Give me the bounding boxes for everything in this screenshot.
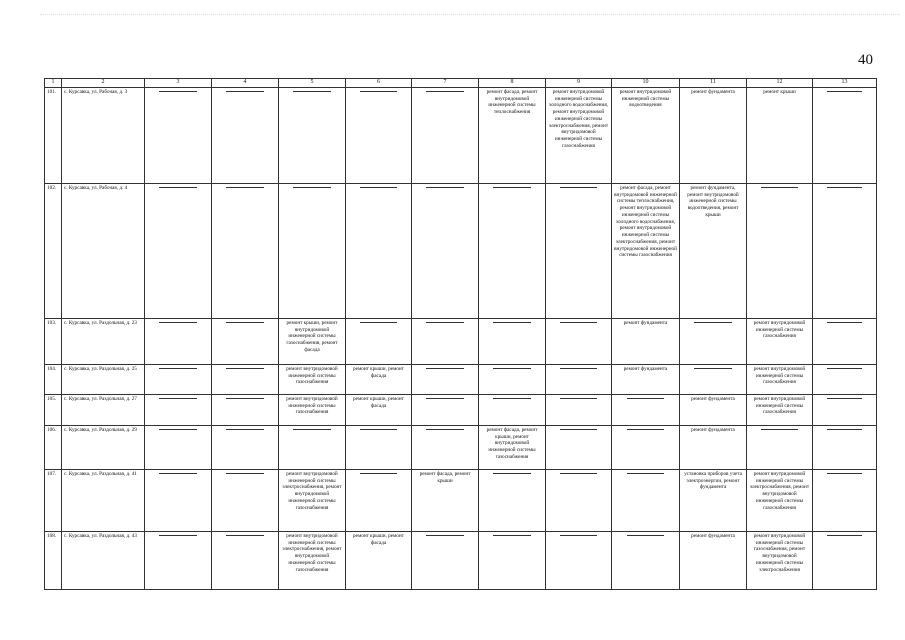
empty-dash-cell xyxy=(346,87,412,183)
empty-dash-cell xyxy=(145,87,212,183)
dash-mark xyxy=(560,322,597,323)
empty-dash-cell xyxy=(279,183,346,318)
empty-dash-cell xyxy=(279,425,346,469)
column-number-header: 13 xyxy=(813,79,877,88)
empty-dash-cell xyxy=(346,425,412,469)
empty-dash-cell xyxy=(412,87,479,183)
dash-mark xyxy=(293,187,330,188)
empty-dash-cell xyxy=(612,469,680,531)
dash-mark xyxy=(426,91,463,92)
table-row xyxy=(45,183,877,318)
work-type-cell: ремонт внутридомовой инженерной системы газоснабжения xyxy=(747,394,813,425)
column-number-header: 10 xyxy=(612,79,680,88)
dash-mark xyxy=(226,473,263,474)
dash-mark xyxy=(159,535,196,536)
dash-mark xyxy=(560,429,597,430)
dash-mark xyxy=(426,368,463,369)
dash-mark xyxy=(360,429,397,430)
empty-dash-cell xyxy=(346,183,412,318)
column-number-header: 4 xyxy=(212,79,279,88)
column-number-header: 3 xyxy=(145,79,212,88)
work-type-cell: ремонт фасада, ремонт крыши, ремонт внутридомовой инженерной системы газоснабжения xyxy=(479,425,546,469)
dash-mark xyxy=(560,368,597,369)
empty-dash-cell xyxy=(412,394,479,425)
table-row xyxy=(45,425,877,469)
empty-dash-cell xyxy=(813,469,877,531)
dash-mark xyxy=(827,91,862,92)
dash-mark xyxy=(159,473,196,474)
empty-dash-cell xyxy=(479,394,546,425)
table-row xyxy=(45,87,877,183)
empty-dash-cell xyxy=(346,469,412,531)
table-row xyxy=(45,469,877,531)
dash-mark xyxy=(426,398,463,399)
dash-mark xyxy=(159,91,196,92)
empty-dash-cell xyxy=(479,318,546,364)
column-number-header: 2 xyxy=(62,79,145,88)
empty-dash-cell xyxy=(813,183,877,318)
dash-mark xyxy=(426,535,463,536)
work-type-cell: ремонт крыши, ремонт фасада xyxy=(346,364,412,394)
empty-dash-cell xyxy=(813,531,877,589)
work-type-cell: ремонт крыши, ремонт внутридомовой инженерной системы газоснабжения, ремонт фасада xyxy=(279,318,346,364)
work-type-cell: ремонт внутридомовой инженерной системы газоснабжения xyxy=(279,394,346,425)
work-type-cell: установка приборов учета электроэнергии, ремонт фундамента xyxy=(680,469,747,531)
dash-mark xyxy=(293,429,330,430)
dash-mark xyxy=(226,368,263,369)
empty-dash-cell xyxy=(279,87,346,183)
work-type-cell: ремонт внутридомовой инженерной системы газоснабжения xyxy=(747,364,813,394)
dash-mark xyxy=(226,322,263,323)
work-type-cell: ремонт внутридомовой инженерной системы газоснабжения, ремонт внутридомовой инженерной системы электроснабжения xyxy=(747,531,813,589)
empty-dash-cell xyxy=(546,183,612,318)
empty-dash-cell xyxy=(546,394,612,425)
empty-dash-cell xyxy=(412,531,479,589)
dash-mark xyxy=(627,535,665,536)
dash-mark xyxy=(761,187,798,188)
dash-mark xyxy=(159,322,196,323)
dash-mark xyxy=(761,429,798,430)
empty-dash-cell xyxy=(813,364,877,394)
column-number-header: 5 xyxy=(279,79,346,88)
empty-dash-cell xyxy=(212,425,279,469)
address-cell: с. Курсавка, ул. Рабочая, д. 3 xyxy=(62,87,145,183)
column-number-header: 12 xyxy=(747,79,813,88)
work-type-cell: ремонт фасада, ремонт внутридомовой инженерной системы теплоснабжения xyxy=(479,87,546,183)
empty-dash-cell xyxy=(145,318,212,364)
column-number-header: 6 xyxy=(346,79,412,88)
dash-mark xyxy=(560,187,597,188)
row-number-cell: 101. xyxy=(45,87,62,183)
work-type-cell: ремонт фасада, ремонт крыши xyxy=(412,469,479,531)
dash-mark xyxy=(827,398,862,399)
empty-dash-cell xyxy=(612,394,680,425)
empty-dash-cell xyxy=(612,531,680,589)
empty-dash-cell xyxy=(412,183,479,318)
table-row xyxy=(45,394,877,425)
dash-mark xyxy=(360,187,397,188)
dash-mark xyxy=(360,91,397,92)
address-cell: с. Курсавка, ул. Раздольная, д. 23 xyxy=(62,318,145,364)
dash-mark xyxy=(226,91,263,92)
repair-schedule-table xyxy=(44,78,877,590)
empty-dash-cell xyxy=(145,531,212,589)
dash-mark xyxy=(827,322,862,323)
work-type-cell: ремонт внутридомовой инженерной системы газоснабжения xyxy=(279,364,346,394)
row-number-cell: 105. xyxy=(45,394,62,425)
dash-mark xyxy=(226,398,263,399)
column-number-header: 1 xyxy=(45,79,62,88)
dash-mark xyxy=(159,368,196,369)
dash-mark xyxy=(827,429,862,430)
address-cell: с. Курсавка, ул. Раздольная, д. 41 xyxy=(62,469,145,531)
work-type-cell: ремонт крыши, ремонт фасада xyxy=(346,394,412,425)
dash-mark xyxy=(560,535,597,536)
dash-mark xyxy=(827,368,862,369)
column-number-row xyxy=(45,79,877,88)
empty-dash-cell xyxy=(546,318,612,364)
address-cell: с. Курсавка, ул. Раздольная, д. 25 xyxy=(62,364,145,394)
work-type-cell: ремонт фундамента, ремонт внутридомовой инженерной системы водоотведения, ремонт крыши xyxy=(680,183,747,318)
row-number-cell: 108. xyxy=(45,531,62,589)
work-type-cell: ремонт внутридомовой инженерной системы газоснабжения xyxy=(747,318,813,364)
dash-mark xyxy=(159,429,196,430)
address-cell: с. Курсавка, ул. Раздольная, д. 43 xyxy=(62,531,145,589)
empty-dash-cell xyxy=(680,364,747,394)
empty-dash-cell xyxy=(813,318,877,364)
dash-mark xyxy=(493,398,530,399)
work-type-cell: ремонт внутридомовой инженерной системы холодного водоснабжения, ремонт внутридомовой инженерной системы электроснабжения, ремонт внутридомовой инженерной системы газоснабжения xyxy=(546,87,612,183)
work-type-cell: ремонт фундамента xyxy=(680,425,747,469)
dash-mark xyxy=(293,91,330,92)
dash-mark xyxy=(627,429,665,430)
empty-dash-cell xyxy=(813,425,877,469)
address-cell: с. Курсавка, ул. Раздольная, д. 29 xyxy=(62,425,145,469)
empty-dash-cell xyxy=(546,469,612,531)
dash-mark xyxy=(493,473,530,474)
empty-dash-cell xyxy=(212,469,279,531)
empty-dash-cell xyxy=(412,318,479,364)
empty-dash-cell xyxy=(145,425,212,469)
address-cell: с. Курсавка, ул. Раздольная, д. 27 xyxy=(62,394,145,425)
dash-mark xyxy=(360,322,397,323)
dash-mark xyxy=(226,429,263,430)
empty-dash-cell xyxy=(546,425,612,469)
column-number-header: 9 xyxy=(546,79,612,88)
work-type-cell: ремонт фундамента xyxy=(680,531,747,589)
empty-dash-cell xyxy=(479,531,546,589)
work-type-cell: ремонт крыши xyxy=(747,87,813,183)
empty-dash-cell xyxy=(747,425,813,469)
empty-dash-cell xyxy=(479,364,546,394)
empty-dash-cell xyxy=(680,318,747,364)
work-type-cell: ремонт внутридомовой инженерной системы электроснабжения, ремонт внутридомовой инженерной системы газоснабжения xyxy=(279,469,346,531)
empty-dash-cell xyxy=(145,469,212,531)
empty-dash-cell xyxy=(479,469,546,531)
empty-dash-cell xyxy=(212,183,279,318)
empty-dash-cell xyxy=(479,183,546,318)
empty-dash-cell xyxy=(546,531,612,589)
dash-mark xyxy=(426,429,463,430)
empty-dash-cell xyxy=(145,364,212,394)
dash-mark xyxy=(426,322,463,323)
dash-mark xyxy=(827,187,862,188)
work-type-cell: ремонт внутридомовой инженерной системы электроснабжения, ремонт внутридомовой инженерной системы газоснабжения xyxy=(747,469,813,531)
table-row xyxy=(45,318,877,364)
row-number-cell: 107. xyxy=(45,469,62,531)
dash-mark xyxy=(159,398,196,399)
dash-mark xyxy=(426,187,463,188)
dash-mark xyxy=(627,473,665,474)
dash-mark xyxy=(493,368,530,369)
dash-mark xyxy=(560,473,597,474)
column-number-header: 8 xyxy=(479,79,546,88)
empty-dash-cell xyxy=(145,183,212,318)
empty-dash-cell xyxy=(747,183,813,318)
dash-mark xyxy=(159,187,196,188)
dash-mark xyxy=(226,535,263,536)
dash-mark xyxy=(694,322,731,323)
empty-dash-cell xyxy=(212,364,279,394)
work-type-cell: ремонт фасада, ремонт внутридомовой инженерной системы теплоснабжения, ремонт внутридомовой инженерной системы холодного водоснабжения, ремонт внутридомовой инженерной системы электроснабжения, ремонт внутридомовой инженерной системы газоснабжения xyxy=(612,183,680,318)
dash-mark xyxy=(360,473,397,474)
empty-dash-cell xyxy=(412,364,479,394)
empty-dash-cell xyxy=(612,425,680,469)
empty-dash-cell xyxy=(212,318,279,364)
work-type-cell: ремонт крыши, ремонт фасада xyxy=(346,531,412,589)
dash-mark xyxy=(827,473,862,474)
work-type-cell: ремонт фундамента xyxy=(612,364,680,394)
empty-dash-cell xyxy=(412,425,479,469)
work-type-cell: ремонт фундамента xyxy=(680,394,747,425)
row-number-cell: 102. xyxy=(45,183,62,318)
empty-dash-cell xyxy=(813,87,877,183)
empty-dash-cell xyxy=(212,531,279,589)
dash-mark xyxy=(493,187,530,188)
dash-mark xyxy=(226,187,263,188)
empty-dash-cell xyxy=(346,318,412,364)
row-number-cell: 103. xyxy=(45,318,62,364)
dash-mark xyxy=(827,535,862,536)
work-type-cell: ремонт фундамента xyxy=(680,87,747,183)
address-cell: с. Курсавка, ул. Рабочая, д. 4 xyxy=(62,183,145,318)
empty-dash-cell xyxy=(212,394,279,425)
column-number-header: 11 xyxy=(680,79,747,88)
row-number-cell: 104. xyxy=(45,364,62,394)
dash-mark xyxy=(694,368,731,369)
empty-dash-cell xyxy=(212,87,279,183)
dash-mark xyxy=(627,398,665,399)
table-row xyxy=(45,531,877,589)
dash-mark xyxy=(493,535,530,536)
row-number-cell: 106. xyxy=(45,425,62,469)
work-type-cell: ремонт внутридомовой инженерной системы водоотведения xyxy=(612,87,680,183)
work-type-cell: ремонт внутридомовой инженерной системы электроснабжения, ремонт внутридомовой инженерной системы газоснабжения xyxy=(279,531,346,589)
empty-dash-cell xyxy=(145,394,212,425)
empty-dash-cell xyxy=(546,364,612,394)
table-row xyxy=(45,364,877,394)
work-type-cell: ремонт фундамента xyxy=(612,318,680,364)
page-number: 40 xyxy=(858,52,873,68)
column-number-header: 7 xyxy=(412,79,479,88)
scan-header-noise xyxy=(40,14,900,23)
dash-mark xyxy=(560,398,597,399)
dash-mark xyxy=(493,322,530,323)
empty-dash-cell xyxy=(813,394,877,425)
